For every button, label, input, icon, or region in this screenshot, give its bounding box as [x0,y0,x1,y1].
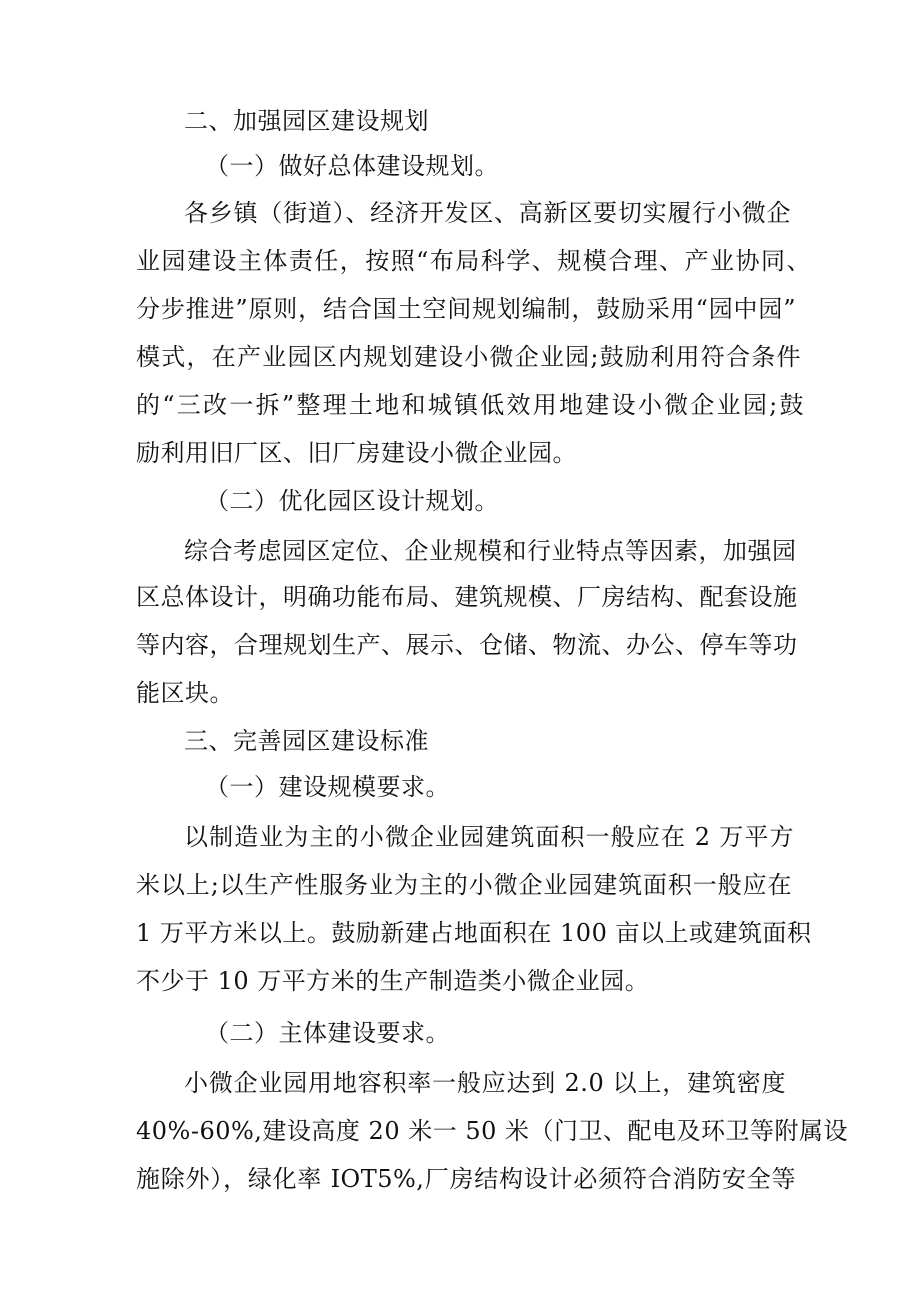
paragraph-line: 以制造业为主的小微企业园建筑面积一般应在 2 万平方 [184,823,794,851]
paragraph-line: 分步推进”原则，结合国土空间规划编制，鼓励采用“园中园” [136,295,796,323]
paragraph-line: 40%-60%,建设高度 20 米一 50 米（门卫、配电及环卫等附属设 [136,1117,849,1145]
paragraph-line: 励利用旧厂区、旧厂房建设小微企业园。 [136,439,577,467]
subsection-heading-3-1: （一）建设规模要求。 [205,773,450,801]
section-heading-2: 二、加强园区建设规划 [184,107,429,135]
paragraph-line: 施除外），绿化率 IOT5%,厂房结构设计必须符合消防安全等 [136,1165,796,1193]
subsection-heading-2-1: （一）做好总体建设规划。 [205,152,499,180]
subsection-heading-2-2: （二）优化园区设计规划。 [205,487,499,515]
section-heading-3: 三、完善园区建设标准 [184,727,429,755]
paragraph-line: 等内容，合理规划生产、展示、仓储、物流、办公、停车等功 [136,631,798,659]
subsection-heading-3-2: （二）主体建设要求。 [205,1019,450,1047]
paragraph-line: 不少于 10 万平方米的生产制造类小微企业园。 [136,967,650,995]
paragraph-line: 业园建设主体责任，按照“布局科学、规模合理、产业协同、 [136,247,811,275]
paragraph-line: 的“三改一拆”整理土地和城镇低效用地建设小微企业园;鼓 [136,391,804,419]
paragraph-line: 能区块。 [136,679,234,707]
paragraph-line: 综合考虑园区定位、企业规模和行业特点等因素，加强园 [184,537,797,565]
paragraph-line: 米以上;以生产性服务业为主的小微企业园建筑面积一般应在 [136,871,792,899]
paragraph-line: 1 万平方米以上。鼓励新建占地面积在 100 亩以上或建筑面积 [136,919,812,947]
paragraph-line: 各乡镇（街道）、经济开发区、高新区要切实履行小微企 [184,199,791,227]
paragraph-line: 模式，在产业园区内规划建设小微企业园;鼓励利用符合条件 [136,343,801,371]
paragraph-line: 区总体设计，明确功能布局、建筑规模、厂房结构、配套设施 [136,583,798,611]
paragraph-line: 小微企业园用地容积率一般应达到 2.0 以上，建筑密度 [184,1069,786,1097]
